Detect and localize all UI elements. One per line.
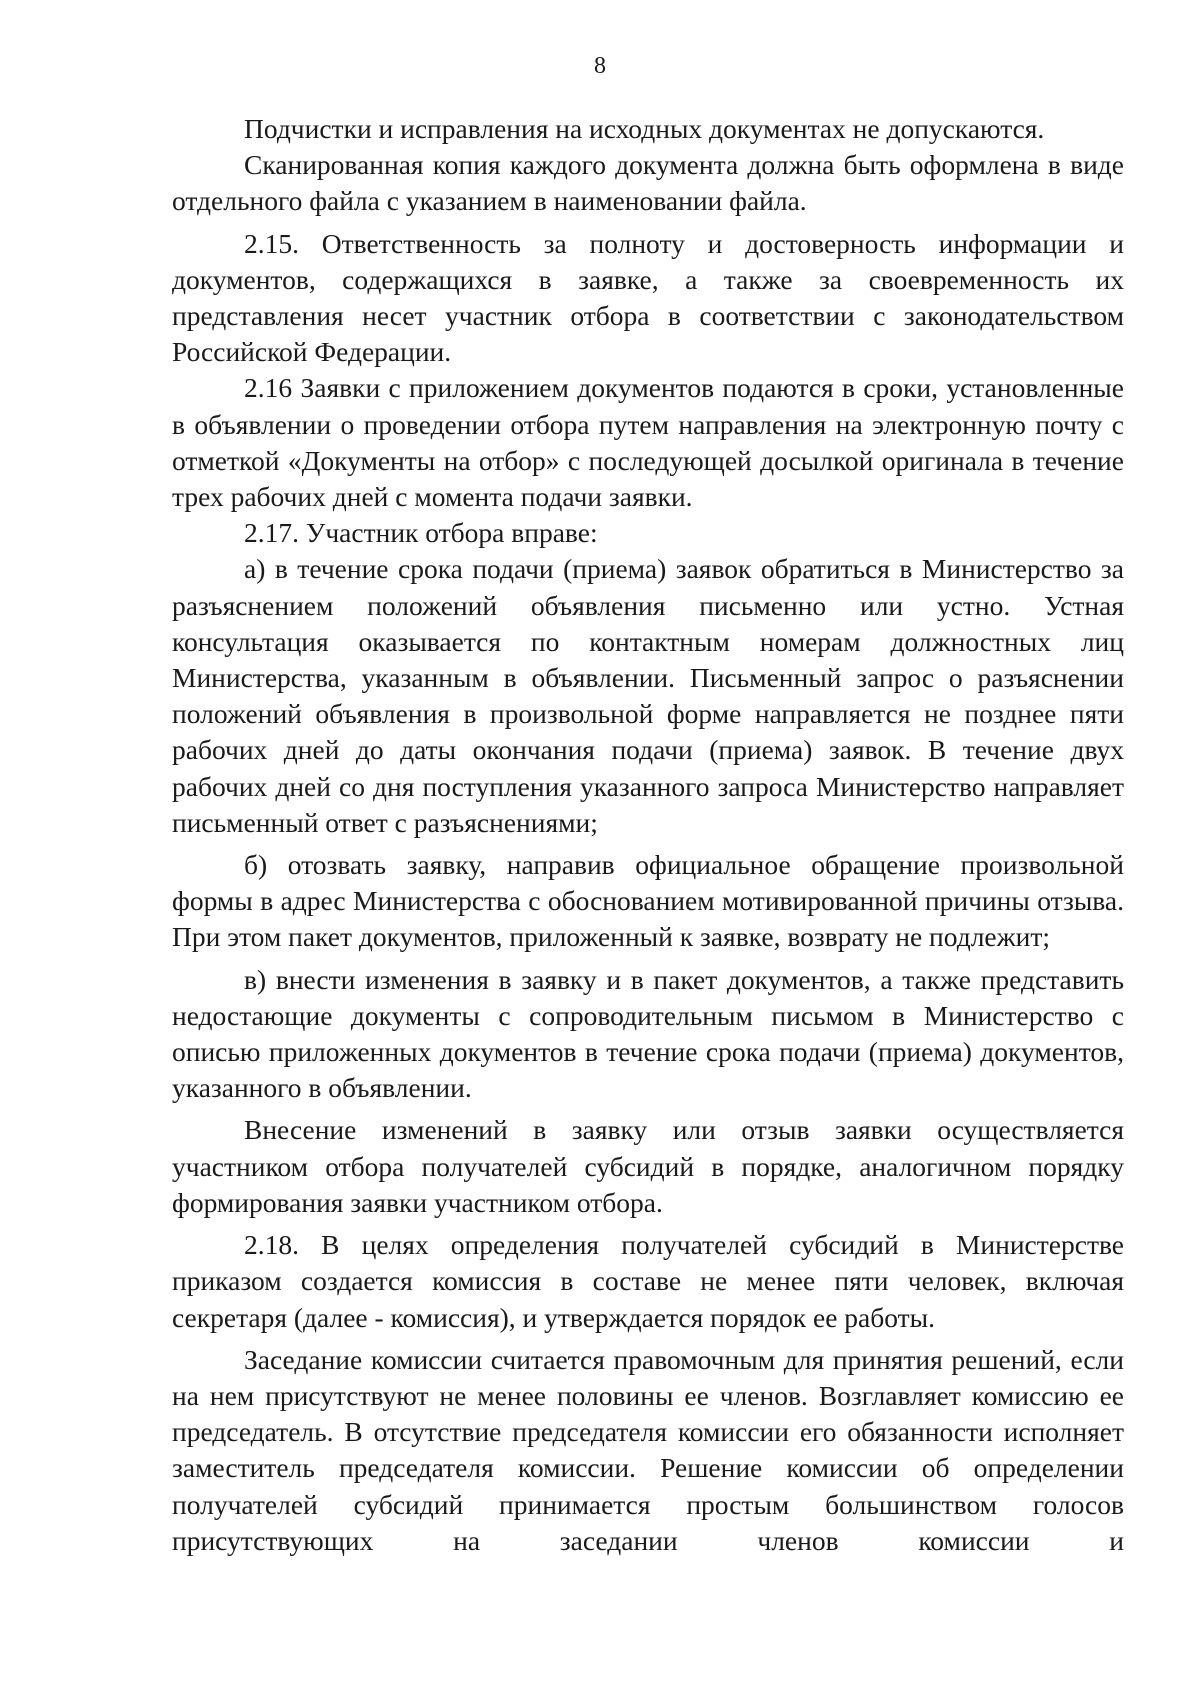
paragraph-2-18: 2.18. В целях определения получателей субсидий в Министерстве приказом создается комиссия в составе не менее пяти человек, включая секретаря (далее - комиссия), и утверждается порядок ее работы. (172, 1229, 1124, 1333)
paragraph-scanned-copy: Сканированная копия каждого документа должна быть оформлена в виде отдельного файла с указанием в наименовании файла. (172, 149, 1124, 217)
paragraph-meeting: Заседание комиссии считается правомочным для принятия решений, если на нем присутствуют не менее половины ее членов. Возглавляет комиссию ее председатель. В отсутствие председателя комиссии его обязанности исполняет заместитель председателя комиссии. Решение комиссии об определении получателей субсидий принимается простым большинством голосов присутствующих на заседании членов комиссии и (172, 1343, 1124, 1556)
paragraph-item-a: а) в течение срока подачи (приема) заявок обратиться в Министерство за разъяснением положений объявления письменно или устно. Устная консультация оказывается по контактным номерам должностных лиц Министерства, указанным в объявлении. Письменный запрос о разъяснении положений объявления в произвольной форме направляется не позднее пяти рабочих дней до даты окончания подачи (приема) заявок. В течение двух рабочих дней со дня поступления указанного запроса Министерство направляет письменный ответ с разъяснениями; (172, 553, 1124, 838)
paragraph-2-17: 2.17. Участник отбора вправе: (244, 517, 598, 549)
paragraph-item-v: в) внести изменения в заявку и в пакет документов, а также представить недостающие документы с сопроводительным письмом в Министерство с описью приложенных документов в течение срока подачи (приема) документов, указанного в объявлении. (172, 963, 1124, 1104)
paragraph-2-16: 2.16 Заявки с приложением документов подаются в сроки, установленные в объявлении о проведении отбора путем направления на электронную почту с отметкой «Документы на отбор» с последующей досылкой оригинала в течение трех рабочих дней с момента подачи заявки. (172, 372, 1124, 513)
paragraph-2-15: 2.15. Ответственность за полноту и достоверность информации и документов, содержащихся в заявке, а также за своевременность их представления несет участник отбора в соответствии с законодательством Российской Федерации. (172, 227, 1124, 368)
paragraph-item-b: б) отозвать заявку, направив официальное обращение произвольной формы в адрес Министерства с обоснованием мотивированной причины отзыва. При этом пакет документов, приложенный к заявке, возврату не подлежит; (172, 849, 1124, 953)
page-number: 8 (594, 53, 606, 79)
document-body (172, 111, 1124, 1559)
paragraph-corrections: Подчистки и исправления на исходных документах не допускаются. (244, 113, 1045, 144)
paragraph-changes: Внесение изменений в заявку или отзыв заявки осуществляется участником отбора получателей субсидий в порядке, аналогичном порядку формирования заявки участником отбора. (172, 1114, 1124, 1218)
